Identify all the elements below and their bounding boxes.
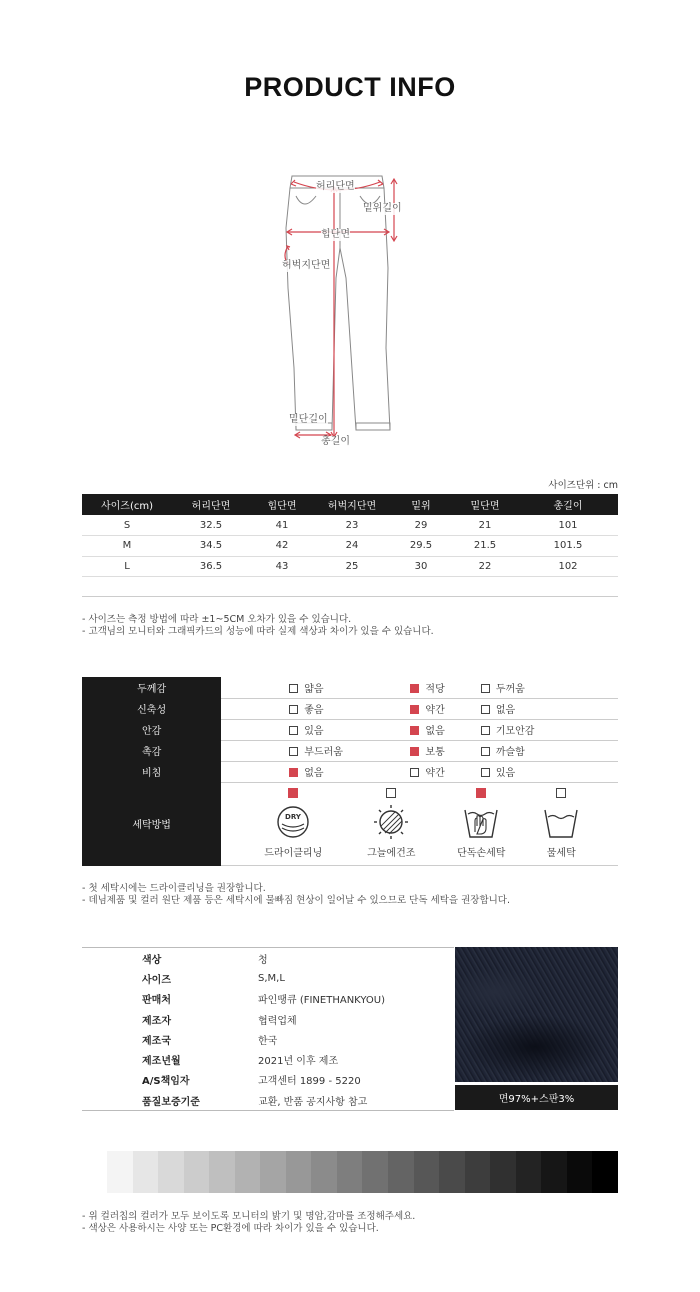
wash-checkbox xyxy=(476,788,486,798)
option-label: 부드러움 xyxy=(304,747,343,758)
size-cell: S xyxy=(82,515,172,536)
wash-method-hand-wash xyxy=(441,788,521,859)
wash-label: 그늘에건조 xyxy=(367,847,416,859)
gray-chip xyxy=(107,1151,133,1193)
size-cell: 101 xyxy=(518,515,618,536)
size-cell: 29 xyxy=(390,515,452,536)
size-header: 허리단면 xyxy=(172,494,250,515)
diagram-label-thigh: 허벅지단면 xyxy=(282,260,331,271)
fabric-row-label: 안감 xyxy=(82,719,221,740)
wash-label: 물세탁 xyxy=(546,847,576,859)
gray-chip xyxy=(235,1151,261,1193)
product-info-list xyxy=(82,947,454,1111)
info-key: 제조국 xyxy=(142,1035,171,1047)
option-checkbox xyxy=(410,684,419,693)
fabric-option xyxy=(221,677,358,698)
size-cell: 24 xyxy=(314,536,390,557)
size-cell: 30 xyxy=(390,556,452,577)
wash-checkbox xyxy=(556,788,566,798)
wash-label: 드라이클리닝 xyxy=(264,847,323,859)
info-value: S,M,L xyxy=(258,972,285,984)
fabric-option xyxy=(481,740,618,761)
table-row xyxy=(82,515,618,536)
info-key: 사이즈 xyxy=(142,974,171,986)
note-line: - 색상은 사용하시는 사양 또는 PC환경에 따라 차이가 있을 수 있습니다. xyxy=(82,1223,379,1234)
info-row xyxy=(82,968,454,988)
size-cell: 34.5 xyxy=(172,536,250,557)
fabric-row xyxy=(82,677,618,698)
info-row xyxy=(82,1009,454,1029)
fabric-row xyxy=(82,719,618,740)
size-cell: 42 xyxy=(250,536,314,557)
diagram-label-rise: 밑위길이 xyxy=(363,203,402,214)
option-checkbox xyxy=(410,747,419,756)
bottom-notes xyxy=(82,1211,415,1235)
info-value: 협력업체 xyxy=(258,1015,297,1027)
size-cell: 29.5 xyxy=(390,536,452,557)
option-label: 있음 xyxy=(495,768,516,779)
gray-chip xyxy=(516,1151,542,1193)
grayscale-color-chart xyxy=(107,1151,618,1193)
fabric-row-label: 촉감 xyxy=(82,740,221,761)
size-header: 힙단면 xyxy=(250,494,314,515)
info-row xyxy=(82,1070,454,1090)
option-label: 두꺼움 xyxy=(495,683,525,695)
note-line: - 위 컬러칩의 컬러가 모두 보이도록 모니터의 밝기 및 명암,감마를 조정해주세요. xyxy=(82,1211,416,1222)
wash-method-dry-clean xyxy=(253,788,333,859)
gray-chip xyxy=(311,1151,337,1193)
option-checkbox xyxy=(410,705,419,714)
size-table xyxy=(82,494,618,597)
fabric-option xyxy=(358,740,480,761)
table-row xyxy=(82,556,618,577)
fabric-option xyxy=(358,677,480,698)
info-key: A/S책임자 xyxy=(142,1076,190,1088)
diagram-label-waist: 허리단면 xyxy=(316,181,355,192)
fabric-option xyxy=(221,761,358,782)
info-key: 색상 xyxy=(142,954,162,966)
fabric-row xyxy=(82,698,618,719)
hand-wash-icon xyxy=(461,804,501,840)
note-line: - 사이즈는 측정 방법에 따라 ±1~5CM 오차가 있을 수 있습니다. xyxy=(82,614,352,625)
dry-icon-text: DRY xyxy=(285,812,302,821)
gray-chip xyxy=(133,1151,159,1193)
size-header: 총길이 xyxy=(518,494,618,515)
fabric-option xyxy=(221,719,358,740)
gray-chip xyxy=(567,1151,593,1193)
size-header: 사이즈(cm) xyxy=(82,494,172,515)
option-label: 약간 xyxy=(425,705,445,716)
fabric-option xyxy=(358,761,480,782)
option-checkbox xyxy=(481,684,490,693)
option-label: 없음 xyxy=(425,726,445,737)
diagram-label-hem: 밑단길이 xyxy=(289,414,328,425)
size-cell: 23 xyxy=(314,515,390,536)
size-header: 밑위 xyxy=(390,494,452,515)
size-cell: 102 xyxy=(518,556,618,577)
info-value: 한국 xyxy=(258,1035,278,1047)
option-checkbox xyxy=(481,768,490,777)
pants-size-diagram xyxy=(270,168,430,458)
option-checkbox xyxy=(289,705,298,714)
option-label: 약간 xyxy=(425,768,445,779)
info-key: 제조자 xyxy=(142,1015,171,1027)
size-cell: 41 xyxy=(250,515,314,536)
fabric-properties-table xyxy=(82,677,618,866)
table-row-empty xyxy=(82,577,618,597)
option-label: 좋음 xyxy=(304,705,324,716)
gray-chip xyxy=(337,1151,363,1193)
size-cell: 21 xyxy=(452,515,518,536)
size-cell: 101.5 xyxy=(518,536,618,557)
info-key: 품질보증기준 xyxy=(142,1096,200,1108)
wash-checkbox xyxy=(288,788,298,798)
gray-chip xyxy=(592,1151,618,1193)
option-checkbox xyxy=(481,705,490,714)
size-unit: 사이즈단위 : cm xyxy=(548,480,618,491)
gray-chip xyxy=(158,1151,184,1193)
size-cell: M xyxy=(82,536,172,557)
gray-chip xyxy=(362,1151,388,1193)
size-cell: 43 xyxy=(250,556,314,577)
fabric-option xyxy=(221,698,358,719)
size-cell: 32.5 xyxy=(172,515,250,536)
option-checkbox xyxy=(481,726,490,735)
size-cell: 22 xyxy=(452,556,518,577)
gray-chip xyxy=(209,1151,235,1193)
info-row xyxy=(82,1090,454,1110)
gray-chip xyxy=(184,1151,210,1193)
table-row xyxy=(82,536,618,557)
fabric-row-label: 두께감 xyxy=(82,677,221,698)
info-key: 제조년월 xyxy=(142,1056,181,1068)
wash-checkbox xyxy=(386,788,396,798)
info-row xyxy=(82,1049,454,1069)
option-label: 적당 xyxy=(425,683,445,695)
wash-method-shade-dry xyxy=(351,788,431,859)
size-cell: L xyxy=(82,556,172,577)
info-row xyxy=(82,989,454,1009)
fabric-option xyxy=(481,761,618,782)
gray-chip xyxy=(286,1151,312,1193)
info-value: 파인땡큐 (FINETHANKYOU) xyxy=(258,995,386,1007)
option-checkbox xyxy=(289,768,298,777)
option-label: 얇음 xyxy=(304,683,324,695)
info-value: 2021년 이후 제조 xyxy=(258,1056,339,1068)
fabric-composition: 면97%+스판3% xyxy=(455,1085,618,1110)
option-checkbox xyxy=(289,747,298,756)
fabric-option xyxy=(481,698,618,719)
size-notes xyxy=(82,614,434,638)
fabric-option xyxy=(221,740,358,761)
option-label: 까슬함 xyxy=(495,747,525,758)
gray-chip xyxy=(490,1151,516,1193)
wash-method-water-wash xyxy=(521,788,601,859)
note-line: - 데님제품 및 컬러 원단 제품 등은 세탁시에 물빠짐 현상이 일어날 수 있으므로 단독 세탁을 권장합니다. xyxy=(82,895,511,906)
size-cell: 36.5 xyxy=(172,556,250,577)
gray-chip xyxy=(541,1151,567,1193)
option-checkbox xyxy=(289,726,298,735)
option-label: 없음 xyxy=(495,705,516,716)
option-label: 보통 xyxy=(425,747,445,758)
option-label: 있음 xyxy=(304,726,324,737)
info-value: 고객센터 1899 - 5220 xyxy=(258,1076,361,1088)
info-row xyxy=(82,948,454,968)
fabric-swatch-image xyxy=(455,947,618,1082)
fabric-option xyxy=(481,677,618,698)
dry-clean-icon xyxy=(273,804,313,840)
option-checkbox xyxy=(289,684,298,693)
info-key: 판매처 xyxy=(142,995,171,1007)
fabric-option xyxy=(358,698,480,719)
fabric-row xyxy=(82,761,618,782)
option-label: 기모안감 xyxy=(495,726,535,737)
page-title: PRODUCT INFO xyxy=(244,72,456,102)
water-wash-icon xyxy=(541,804,581,840)
size-header: 허벅지단면 xyxy=(314,494,390,515)
fabric-row xyxy=(82,740,618,761)
gray-chip xyxy=(439,1151,465,1193)
fabric-option xyxy=(358,719,480,740)
size-cell: 25 xyxy=(314,556,390,577)
size-cell: 21.5 xyxy=(452,536,518,557)
option-checkbox xyxy=(410,726,419,735)
fabric-row-label: 비침 xyxy=(82,761,221,782)
info-value: 교환, 반품 공지사항 참고 xyxy=(258,1096,368,1108)
wash-notes xyxy=(82,883,510,907)
wash-label: 단독손세탁 xyxy=(457,847,506,859)
info-row xyxy=(82,1029,454,1049)
option-checkbox xyxy=(481,747,490,756)
washing-row xyxy=(82,782,618,865)
note-line: - 첫 세탁시에는 드라이클리닝을 권장합니다. xyxy=(82,883,266,894)
option-label: 없음 xyxy=(304,768,324,779)
fabric-option xyxy=(481,719,618,740)
washing-label: 세탁방법 xyxy=(82,782,221,865)
gray-chip xyxy=(260,1151,286,1193)
diagram-label-length: 총길이 xyxy=(321,436,350,447)
diagram-label-hip: 힙단면 xyxy=(321,229,350,240)
size-table-header xyxy=(82,494,618,515)
note-line: - 고객님의 모니터와 그래픽카드의 성능에 따라 실제 색상과 차이가 있을 수 있습니다. xyxy=(82,626,434,637)
fabric-row-label: 신축성 xyxy=(82,698,221,719)
size-header: 밑단면 xyxy=(452,494,518,515)
option-checkbox xyxy=(410,768,419,777)
gray-chip xyxy=(414,1151,440,1193)
gray-chip xyxy=(388,1151,414,1193)
shade-dry-icon xyxy=(371,804,411,840)
info-value: 청 xyxy=(258,954,268,966)
gray-chip xyxy=(465,1151,491,1193)
